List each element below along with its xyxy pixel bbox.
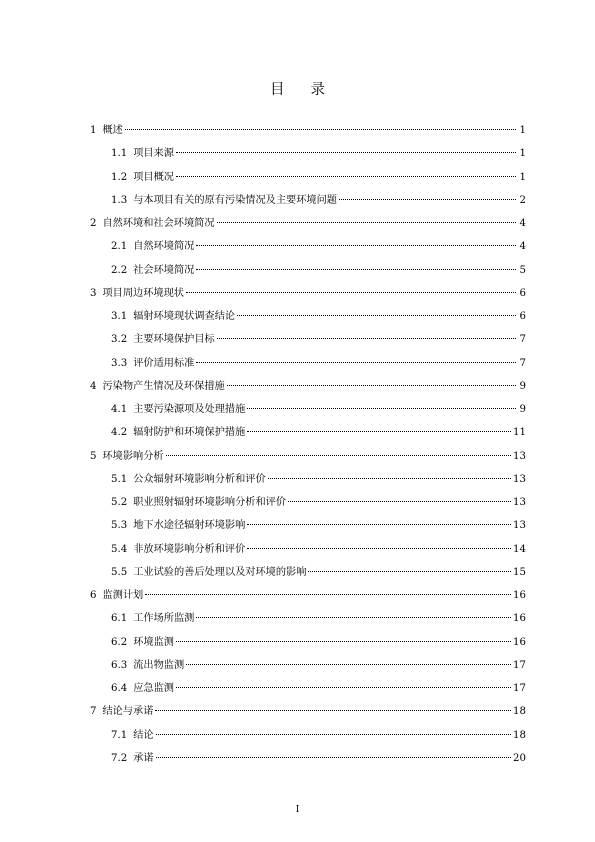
toc-entry-page: 17 — [513, 659, 526, 671]
toc-entry-page: 13 — [513, 473, 526, 485]
page-title — [0, 78, 595, 99]
toc-entry-number: 4 — [90, 380, 97, 392]
toc-dot-leader — [125, 129, 516, 130]
toc-entry-page: 2 — [519, 194, 526, 206]
toc-entry[interactable] — [111, 264, 526, 278]
toc-entry[interactable] — [90, 217, 526, 231]
toc-entry-title: 项目周边环境现状 — [102, 287, 184, 299]
toc-entry[interactable] — [111, 333, 526, 347]
toc-entry[interactable] — [111, 729, 526, 743]
toc-entry[interactable] — [111, 659, 526, 673]
toc-entry-title: 环境监测 — [133, 636, 174, 648]
toc-entry-page: 1 — [519, 171, 526, 183]
toc-dot-leader — [176, 687, 511, 688]
toc-entry[interactable] — [90, 287, 526, 301]
toc-entry-number: 5.1 — [111, 473, 128, 485]
toc-entry[interactable] — [111, 682, 526, 696]
toc-entry-number: 5.5 — [111, 566, 128, 578]
toc-entry-number: 7.2 — [111, 752, 128, 764]
toc-entry-title: 自然环境和社会环境简况 — [102, 218, 215, 229]
toc-entry-number: 2 — [90, 218, 97, 229]
toc-entry-page: 7 — [519, 334, 526, 346]
toc-entry[interactable] — [90, 380, 526, 394]
toc-entry-title: 应急监测 — [133, 683, 174, 694]
toc-dot-leader — [176, 641, 511, 642]
toc-entry-number: 2.2 — [111, 264, 128, 276]
toc-entry-number: 1 — [90, 125, 97, 136]
toc-entry-title: 地下水途径辐射环境影响 — [133, 520, 246, 532]
toc-dot-leader — [196, 269, 516, 270]
toc-entry-page: 13 — [513, 497, 526, 508]
toc-entry-page: 17 — [513, 683, 526, 694]
toc-entry-page: 9 — [519, 404, 526, 415]
toc-dot-leader — [268, 478, 511, 479]
toc-dot-leader — [196, 617, 511, 618]
toc-entry-number: 7 — [90, 706, 97, 718]
toc-dot-leader — [247, 548, 511, 549]
toc-dot-leader — [196, 245, 516, 246]
toc-entry-page: 6 — [519, 311, 526, 322]
toc-entry-page: 4 — [519, 241, 526, 253]
toc-entry-number: 6.2 — [111, 636, 128, 648]
toc-entry-number: 3.1 — [111, 311, 128, 322]
toc-entry[interactable] — [111, 566, 526, 580]
toc-entry[interactable] — [111, 473, 526, 487]
toc-dot-leader — [247, 431, 511, 432]
toc-entry-title: 自然环境简况 — [133, 241, 195, 253]
toc-dot-leader — [196, 362, 516, 363]
toc-entry[interactable] — [111, 171, 526, 185]
toc-dot-leader — [156, 734, 511, 735]
toc-entry-title: 评价适用标准 — [133, 357, 195, 369]
toc-dot-leader — [308, 571, 511, 572]
toc-entry[interactable] — [111, 357, 526, 371]
toc-entry-page: 16 — [513, 636, 526, 648]
toc-entry[interactable] — [90, 589, 526, 603]
toc-entry-number: 2.1 — [111, 241, 128, 253]
toc-entry-title: 非放环境影响分析和评价 — [133, 543, 246, 555]
toc-entry-title: 辐射环境现状调查结论 — [133, 311, 236, 322]
toc-entry-number: 1.3 — [111, 194, 128, 206]
toc-entry[interactable] — [111, 403, 526, 417]
toc-dot-leader — [186, 664, 511, 665]
toc-entry-number: 4.2 — [111, 427, 128, 439]
toc-entry-page: 4 — [519, 218, 526, 229]
toc-dot-leader — [166, 455, 511, 456]
toc-entry[interactable] — [111, 752, 526, 766]
toc-entry-title: 监测计划 — [102, 590, 144, 601]
toc-entry-page: 1 — [519, 125, 526, 136]
toc-entry[interactable] — [90, 705, 526, 719]
toc-entry[interactable] — [90, 450, 526, 464]
toc-entry-page: 7 — [519, 357, 526, 369]
toc-dot-leader — [288, 501, 511, 502]
toc-entry-number: 3.3 — [111, 357, 128, 369]
toc-entry-number: 6.4 — [111, 683, 128, 694]
toc-entry-title: 概述 — [102, 125, 123, 136]
toc-entry-number: 6.3 — [111, 659, 128, 671]
toc-entry-number: 1.2 — [111, 171, 128, 183]
toc-entry-title: 主要环境保护目标 — [133, 334, 215, 346]
toc-entry[interactable] — [111, 543, 526, 557]
toc-dot-leader — [145, 594, 511, 595]
toc-entry-page: 13 — [513, 520, 526, 532]
toc-dot-leader — [155, 710, 511, 711]
toc-dot-leader — [176, 152, 516, 153]
toc-entry-page: 11 — [513, 427, 526, 439]
page-number: I — [295, 805, 300, 815]
title-char-2: 录 — [310, 82, 325, 98]
toc-entry-number: 4.1 — [111, 404, 128, 415]
toc-entry-title: 工业试验的善后处理以及对环境的影响 — [133, 566, 307, 578]
toc-dot-leader — [237, 315, 516, 316]
toc-dot-leader — [247, 524, 511, 525]
toc-dot-leader — [186, 292, 516, 293]
toc-entry-page: 1 — [519, 148, 526, 160]
toc-entry-page: 9 — [519, 380, 526, 392]
toc-entry[interactable] — [90, 124, 526, 138]
toc-entry-page: 16 — [513, 590, 526, 601]
title-char-1: 目 — [270, 82, 285, 98]
toc-entry-page: 15 — [513, 566, 526, 578]
toc-entry-title: 工作场所监测 — [133, 613, 195, 625]
toc-entry-title: 流出物监测 — [133, 659, 185, 671]
toc-entry-number: 3 — [90, 287, 97, 299]
toc-dot-leader — [247, 408, 516, 409]
toc-entry-title: 污染物产生情况及环保措施 — [102, 380, 225, 392]
toc-entry[interactable] — [111, 496, 526, 510]
toc-entry-number: 3.2 — [111, 334, 128, 346]
toc-dot-leader — [156, 757, 511, 758]
toc-entry-page: 6 — [519, 287, 526, 299]
toc-dot-leader — [217, 222, 516, 223]
toc-entry-page: 18 — [513, 729, 526, 741]
toc-entry-number: 5.4 — [111, 543, 128, 555]
toc-entry-number: 6 — [90, 590, 97, 601]
toc-entry-number: 5.2 — [111, 497, 128, 508]
toc-entry[interactable] — [111, 636, 526, 650]
toc-entry[interactable] — [111, 519, 526, 533]
toc-entry[interactable] — [111, 426, 526, 440]
toc-entry-title: 结论与承诺 — [102, 706, 154, 718]
toc-entry-number: 5 — [90, 450, 97, 462]
toc-entry-title: 公众辐射环境影响分析和评价 — [133, 473, 266, 485]
toc-dot-leader — [176, 176, 516, 177]
toc-entry-number: 6.1 — [111, 613, 128, 625]
toc-entry-title: 项目概况 — [133, 171, 174, 183]
toc-entry-title: 社会环境简况 — [133, 264, 195, 276]
toc-entry-title: 承诺 — [133, 752, 154, 764]
toc-entry[interactable] — [111, 310, 526, 324]
toc-entry-title: 辐射防护和环境保护措施 — [133, 427, 246, 439]
toc-entry-number: 5.3 — [111, 520, 128, 532]
toc-entry-title: 结论 — [133, 729, 154, 741]
toc-entry[interactable] — [111, 194, 526, 208]
toc-entry-title: 与本项目有关的原有污染情况及主要环境问题 — [133, 194, 337, 206]
toc-entry-number: 1.1 — [111, 148, 128, 160]
toc-entry-page: 18 — [513, 706, 526, 718]
toc-entry-page: 13 — [513, 450, 526, 462]
toc-entry-page: 5 — [519, 264, 526, 276]
toc-entry-number: 7.1 — [111, 729, 128, 741]
toc-entry-title: 职业照射辐射环境影响分析和评价 — [133, 497, 287, 508]
toc-entry-page: 14 — [513, 543, 526, 555]
toc-entry-page: 20 — [513, 752, 526, 764]
toc-dot-leader — [227, 385, 516, 386]
toc-entry[interactable] — [111, 240, 526, 254]
toc-dot-leader — [339, 199, 516, 200]
toc-entry-title: 项目来源 — [133, 148, 174, 160]
toc-entry-title: 主要污染源项及处理措施 — [133, 404, 246, 415]
toc-entry[interactable] — [111, 147, 526, 161]
toc-entry-page: 16 — [513, 613, 526, 625]
toc-entry[interactable] — [111, 612, 526, 626]
toc-entry-title: 环境影响分析 — [102, 450, 164, 462]
toc-dot-leader — [217, 338, 516, 339]
